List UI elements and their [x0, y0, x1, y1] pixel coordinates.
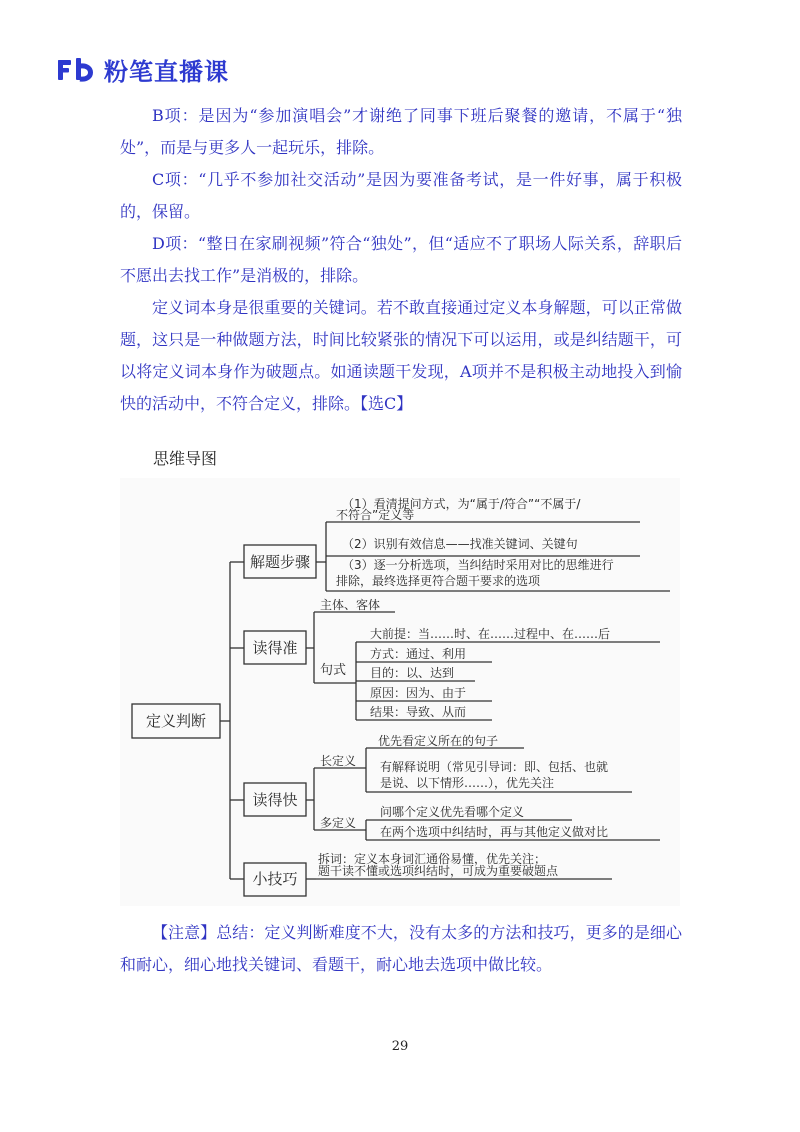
paragraph-option-b: B项：是因为“参加演唱会”才谢绝了同事下班后聚餐的邀请，不属于“独处”，而是与更多人一起玩乐，排除。	[120, 106, 682, 157]
brand-name: 粉笔直播课	[104, 58, 229, 86]
mindmap-sentence-label: 句式	[320, 663, 347, 678]
mindmap-sentence-item: 方式：通过、利用	[370, 647, 467, 661]
mindmap-long-item: 有解释说明（常见引导词：即、包括、也就	[380, 760, 609, 774]
body-paragraphs	[120, 100, 682, 420]
mindmap-sentence-item: 原因：因为、由于	[370, 686, 467, 700]
mindmap-branch-steps: 解题步骤	[249, 553, 311, 571]
mindmap-tip-item: 题干读不懂或选项纠结时，可成为重要破题点	[318, 864, 559, 878]
mindmap-step-3b: 排除，最终选择更符合题干要求的选项	[336, 574, 541, 588]
note-paragraph	[120, 917, 682, 981]
mindmap-long-item: 优先看定义所在的句子	[378, 734, 499, 748]
mindmap-root: 定义判断	[145, 712, 207, 730]
mindmap-sentence-item: 大前提：当……时、在……过程中、在……后	[370, 627, 611, 641]
paragraph-option-d: D项：“整日在家刷视频”符合“独处”，但“适应不了职场人际关系，辞职后不愿出去找工作”是消极的，排除。	[120, 234, 682, 285]
mindmap-sentence-item: 结果：导致、从而	[370, 705, 467, 719]
mindmap-subject: 主体、客体	[320, 598, 381, 612]
mindmap-step-3a: （3）逐一分析选项，当纠结时采用对比的思维进行	[342, 558, 614, 572]
note-text: 总结：定义判断难度不大，没有太多的方法和技巧，更多的是细心和耐心，细心地找关键词、看题干，耐心地去选项中做比较。	[120, 923, 682, 974]
mindmap-multi-item: 在两个选项中纠结时，再与其他定义做对比	[380, 825, 609, 839]
fenbi-logo-icon	[58, 58, 96, 82]
mindmap-branch-tips: 小技巧	[252, 870, 298, 888]
mindmap-diagram	[120, 478, 680, 906]
mindmap-step-1b: 不符合”定义等	[336, 508, 415, 522]
mindmap	[120, 478, 680, 906]
mindmap-sentence-item: 目的：以、达到	[370, 666, 455, 680]
brand-logo	[58, 52, 229, 87]
section-title: 思维导图	[153, 449, 218, 468]
page-number: 29	[391, 1039, 409, 1054]
mindmap-long-item: 是说、以下情形……），优先关注	[380, 776, 555, 790]
mindmap-step-2: （2）识别有效信息——找准关键词、关键句	[342, 537, 578, 551]
mindmap-long-definition: 长定义	[320, 754, 357, 768]
mindmap-tip-item: 拆词：定义本身词汇通俗易懂，优先关注；	[318, 852, 547, 866]
paragraph-explanation: 定义词本身是很重要的关键词。若不敢直接通过定义本身解题，可以正常做题，这只是一种做题方法，时间比较紧张的情况下可以运用，或是纠结题干，可以将定义词本身作为破题点。如通读题干发现，A项并不是积极主动地投入到愉快的活动中，不符合定义，排除。【选C】	[120, 298, 682, 413]
paragraph-option-c: C项：“几乎不参加社交活动”是因为要准备考试，是一件好事，属于积极的，保留。	[120, 170, 682, 221]
mindmap-multi-definition: 多定义	[320, 816, 357, 830]
mindmap-branch-read-fast: 读得快	[252, 791, 298, 809]
note-tag: 【注意】	[152, 923, 217, 942]
mindmap-branch-read-accurate: 读得准	[252, 639, 298, 657]
mindmap-step-1a: （1）看清提问方式，为“属于/符合”“不属于/	[342, 497, 581, 511]
mindmap-multi-item: 问哪个定义优先看哪个定义	[380, 805, 525, 819]
